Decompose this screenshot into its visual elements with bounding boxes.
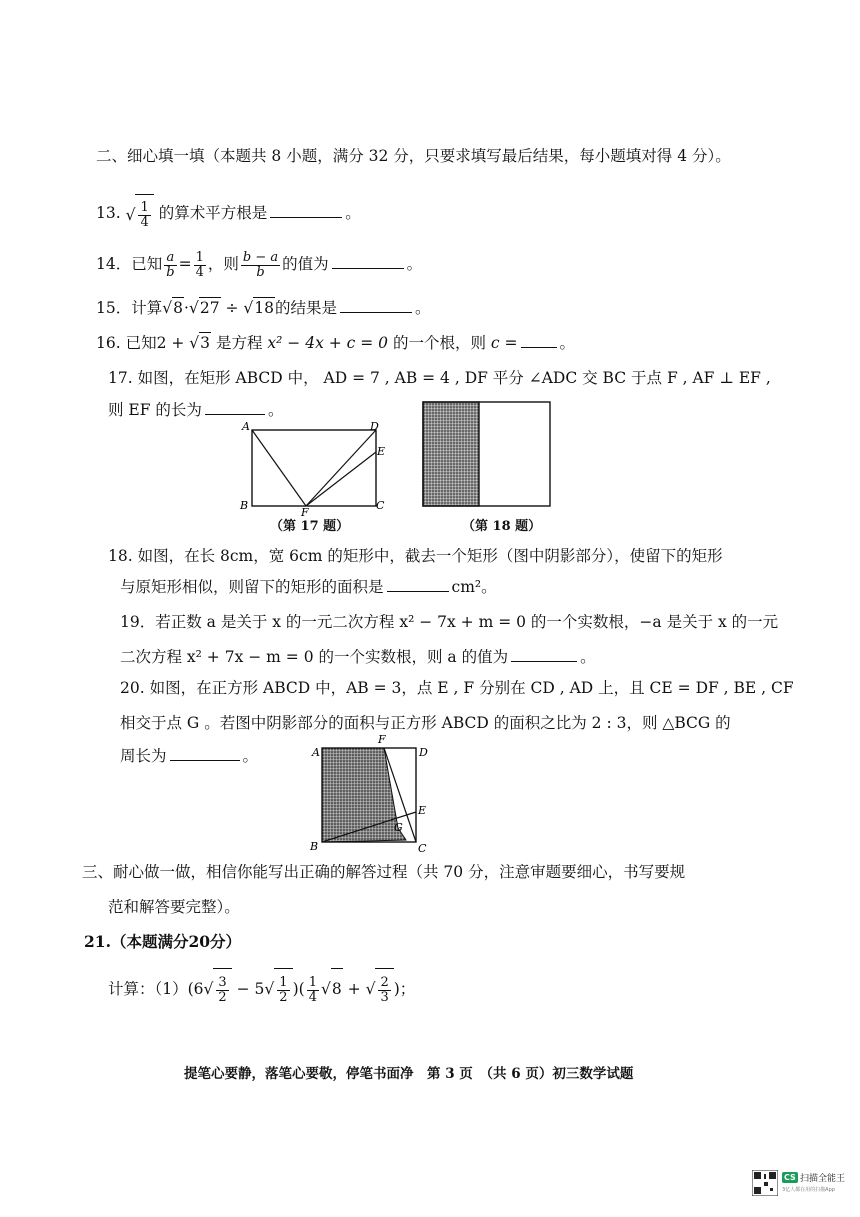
camscanner-name: 扫描全能王	[800, 1174, 846, 1184]
camscanner-logo: CS	[784, 1173, 796, 1182]
question-19-line2: 二次方程 x² + 7x − m = 0 的一个实数根，则 a 的值为 。	[120, 648, 596, 666]
section3-header-line1: 三、耐心做一做，相信你能写出正确的解答过程（共 70 分，注意审题要细心，书写要规	[82, 863, 686, 881]
q18-answer-blank[interactable]	[387, 577, 449, 592]
fig20-label-C: C	[418, 842, 427, 854]
q15-answer-blank[interactable]	[340, 298, 412, 313]
fig20-label-F: F	[378, 733, 386, 746]
q16-answer-blank[interactable]	[521, 333, 557, 348]
q13-sqrt: √ $\frac{1}{4}$	[126, 194, 154, 235]
scanner-stamp	[752, 1168, 848, 1200]
q20-answer-blank[interactable]	[170, 746, 240, 761]
figure-20	[304, 730, 440, 854]
fig17-label-C: C	[376, 499, 385, 512]
fig17-label-A: A	[242, 420, 250, 433]
fig20-label-D: D	[419, 746, 428, 759]
page-footer: 提笔心要静，落笔心要敬，停笔书面净 第 3 页 （共 6 页）初三数学试题	[184, 1066, 634, 1082]
question-14: 14．已知 $\frac{a}{b}$ = $\frac{1}{4}$ ，则 $\frac{b - a}{b}$ 的值为 。	[96, 249, 423, 280]
q17-answer-blank[interactable]	[205, 400, 265, 415]
camscanner-subtitle: 3亿人都在用的扫描App	[782, 1187, 835, 1193]
fig17-label-E: E	[377, 445, 386, 458]
fig20-label-G: G	[394, 821, 403, 834]
question-15: 15．计算√8·√27 ÷ √18的结果是 。	[96, 299, 431, 317]
question-17-line1: 17. 如图，在矩形 ABCD 中， AD = 7 , AB = 4 , DF 平分 ∠ADC 交 BC 于点 F , AF ⊥ EF ,	[108, 369, 771, 387]
q13-answer-blank[interactable]	[270, 203, 342, 218]
fig17-segment-DF	[306, 430, 376, 506]
question-17-line2: 则 EF 的长为 。	[108, 401, 284, 419]
fig17-segment-AF	[252, 430, 306, 506]
q14-answer-blank[interactable]	[332, 254, 404, 269]
fig17-caption: （第 17 题）	[270, 519, 350, 534]
fig18-shaded-rectangle	[423, 402, 479, 506]
fig20-label-A: A	[312, 746, 320, 759]
question-20-line3: 周长为 。	[120, 747, 259, 765]
qr-code-icon	[752, 1170, 778, 1196]
q19-answer-blank[interactable]	[511, 647, 577, 662]
question-16: 16. 已知2 + √3 是方程 x² − 4x + c = 0 的一个根，则 c = 。	[96, 334, 576, 352]
q13-text: 的算术平方根是	[158, 204, 268, 222]
question-18-line1: 18. 如图，在长 8cm，宽 6cm 的矩形中，截去一个矩形（图中阴影部分），使留下的矩形	[108, 547, 723, 565]
q15-text: 的结果是	[275, 299, 338, 317]
fig20-label-E: E	[418, 804, 427, 817]
q14-text: 的值为	[282, 255, 329, 273]
q14-fraction-a-b: $\frac{a}{b}$	[166, 249, 175, 280]
question-18-line2: 与原矩形相似，则留下的矩形的面积是 cm²。	[120, 578, 497, 596]
fig17-label-F: F	[301, 506, 309, 516]
question-13: 13. √ $\frac{1}{4}$ 的算术平方根是 。	[96, 193, 361, 233]
figure-17	[236, 416, 396, 516]
question-21-part1: 计算：（1）(6√ $\frac{3}{2}$ − 5√ $\frac{1}{2}$ )( $\frac{1}{4}$ √8 + √ $\frac{2}{3}$ )；	[108, 968, 415, 1008]
q14-prefix: 14．已知	[96, 255, 163, 273]
fig17-label-D: D	[370, 420, 379, 433]
q13-number: 13.	[96, 204, 121, 222]
question-20-line1: 20. 如图，在正方形 ABCD 中，AB = 3，点 E , F 分别在 CD , AD 上，且 CE = DF , BE , CF	[120, 679, 794, 697]
question-19-line1: 19．若正数 a 是关于 x 的一元二次方程 x² − 7x + m = 0 的一个实数根，−a 是关于 x 的一元	[120, 613, 779, 631]
fig17-segment-EF	[306, 452, 376, 506]
fig20-label-B: B	[310, 840, 319, 853]
fig17-label-B: B	[240, 499, 249, 512]
section3-header-line2: 范和解答要完整）。	[108, 898, 240, 916]
fig17-rectangle	[252, 430, 376, 506]
q14-fraction-b-minus-a: $\frac{b - a}{b}$	[242, 249, 279, 280]
section2-header: 二、细心填一填（本题共 8 小题，满分 32 分，只要求填写最后结果，每小题填对得 4 分）。	[96, 147, 731, 165]
fig18-caption: （第 18 题）	[462, 519, 542, 534]
question-20-line2: 相交于点 G 。若图中阴影部分的面积与正方形 ABCD 的面积之比为 2 : 3，则 △BCG 的	[120, 714, 731, 732]
q14-fraction-1-4: $\frac{1}{4}$	[195, 249, 204, 280]
question-21-title: 21.（本题满分20分）	[84, 932, 242, 951]
figure-18	[420, 400, 554, 510]
q16-equation: x² − 4x + c = 0	[267, 334, 389, 352]
